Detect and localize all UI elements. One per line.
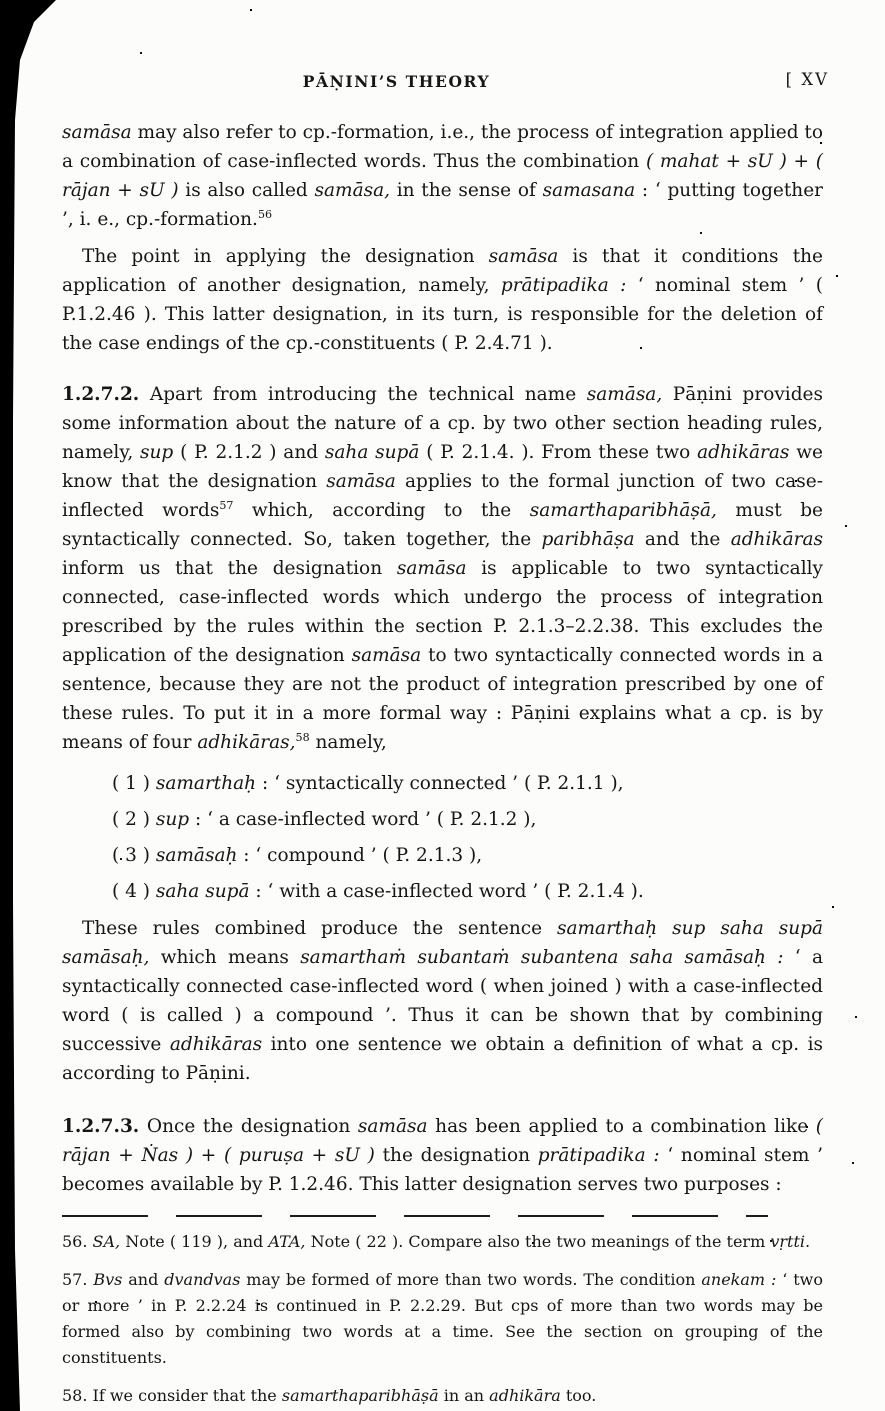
scan-artifact-left-edge bbox=[0, 0, 60, 1411]
footnote-separator bbox=[62, 1215, 768, 1217]
footnote-58: 58. If we consider that the samarthaparibhāṣā in an adhikāra too. bbox=[62, 1386, 597, 1405]
footnote-57: 57. Bvs and dvandvas may be formed of more than two words. The condition anekam : ‘ two or more ’ in P. 2.2.24 is continued in P. 2.2.29. But cps of more than two words may be formed also by combining two words at a time. See the section on grouping of the constituents. bbox=[62, 1270, 823, 1367]
list-item-2: ( 2 ) sup : ‘ a case-inflected word ’ ( P. 2.1.2 ), bbox=[112, 809, 537, 830]
page-body bbox=[62, 0, 829, 1409]
list-item-4: ( 4 ) saha supā : ‘ with a case-inflected word ’ ( P. 2.1.4 ). bbox=[112, 881, 644, 902]
running-head-title: PĀṆINI’S THEORY bbox=[302, 72, 491, 91]
footnotes-block bbox=[62, 1229, 823, 1409]
main-text-column bbox=[62, 118, 823, 1199]
paragraph-samasa-cp-formation: samāsa may also refer to cp.-formation, i.e., the process of integration applied to a combination of case-inflected words. Thus the combination ( mahat + sU ) + ( rājan + sU ) is also called samāsa, in the sense of samasana : ‘ putting together ’, i. e., cp.-formation.$^{56}$ bbox=[62, 122, 824, 230]
scan-noise-speckles bbox=[0, 0, 2, 2]
paragraph-rules-combined: These rules combined produce the sentence samarthaḥ sup saha supā samāsaḥ, which means samarthaṁ subantaṁ subantena saha samāsaḥ : ‘ a syntactically connected case-inflected word ( when joined ) with a case-inflected word ( is called ) a compound ’. Thus it can be shown that by combining successive adhikāras into one sentence we obtain a definition of what a cp. is according to Pāṇini. bbox=[62, 918, 824, 1084]
page-number: [ XV bbox=[785, 70, 829, 89]
list-item-1: ( 1 ) samarthaḥ : ‘ syntactically connected ’ ( P. 2.1.1 ), bbox=[112, 773, 624, 794]
paragraph-designation-pratipadika: The point in applying the designation samāsa is that it conditions the application of another designation, namely, prātipadika : ‘ nominal stem ’ ( P.1.2.46 ). This latter designation, in its turn, is responsible for the deletion of the case endings of the cp.-constituents ( P. 2.4.71 ). bbox=[62, 246, 823, 354]
section-1-2-7-2: 1.2.7.2. Apart from introducing the technical name samāsa, Pāṇini provides some information about the nature of a cp. by two other section heading rules, namely, sup ( P. 2.1.2 ) and saha supā ( P. 2.1.4. ). From these two adhikāras we know that the designation samāsa applies to the formal junction of two case-inflected words$^{57}$ which, according to the samarthaparibhāṣā, must be syntactically connected. So, taken together, the paribhāṣa and the adhikāras inform us that the designation samāsa is applicable to two syntactically connected, case-inflected words which undergo the process of integration prescribed by the rules within the section P. 2.1.3–2.2.38. This excludes the application of the designation samāsa to two syntactically connected words in a sentence, because they are not the product of integration prescribed by one of these rules. To put it in a more formal way : Pāṇini explains what a cp. is by means of four adhikāras,$^{58}$ namely, bbox=[62, 384, 824, 753]
running-header bbox=[62, 70, 829, 96]
footnote-56: 56. SA, Note ( 119 ), and ATA, Note ( 22 ). Compare also the two meanings of the term vṛtti. bbox=[62, 1232, 811, 1251]
list-item-3: ( 3 ) samāsaḥ : ‘ compound ’ ( P. 2.1.3 ), bbox=[112, 845, 483, 866]
section-1-2-7-3: 1.2.7.3. Once the designation samāsa has been applied to a combination like ( rājan + Ṅas ) + ( puruṣa + sU ) the designation prātipadika : ‘ nominal stem ’ becomes available by P. 1.2.46. This latter designation serves two purposes : bbox=[62, 1116, 823, 1195]
adhikara-list bbox=[62, 769, 823, 906]
